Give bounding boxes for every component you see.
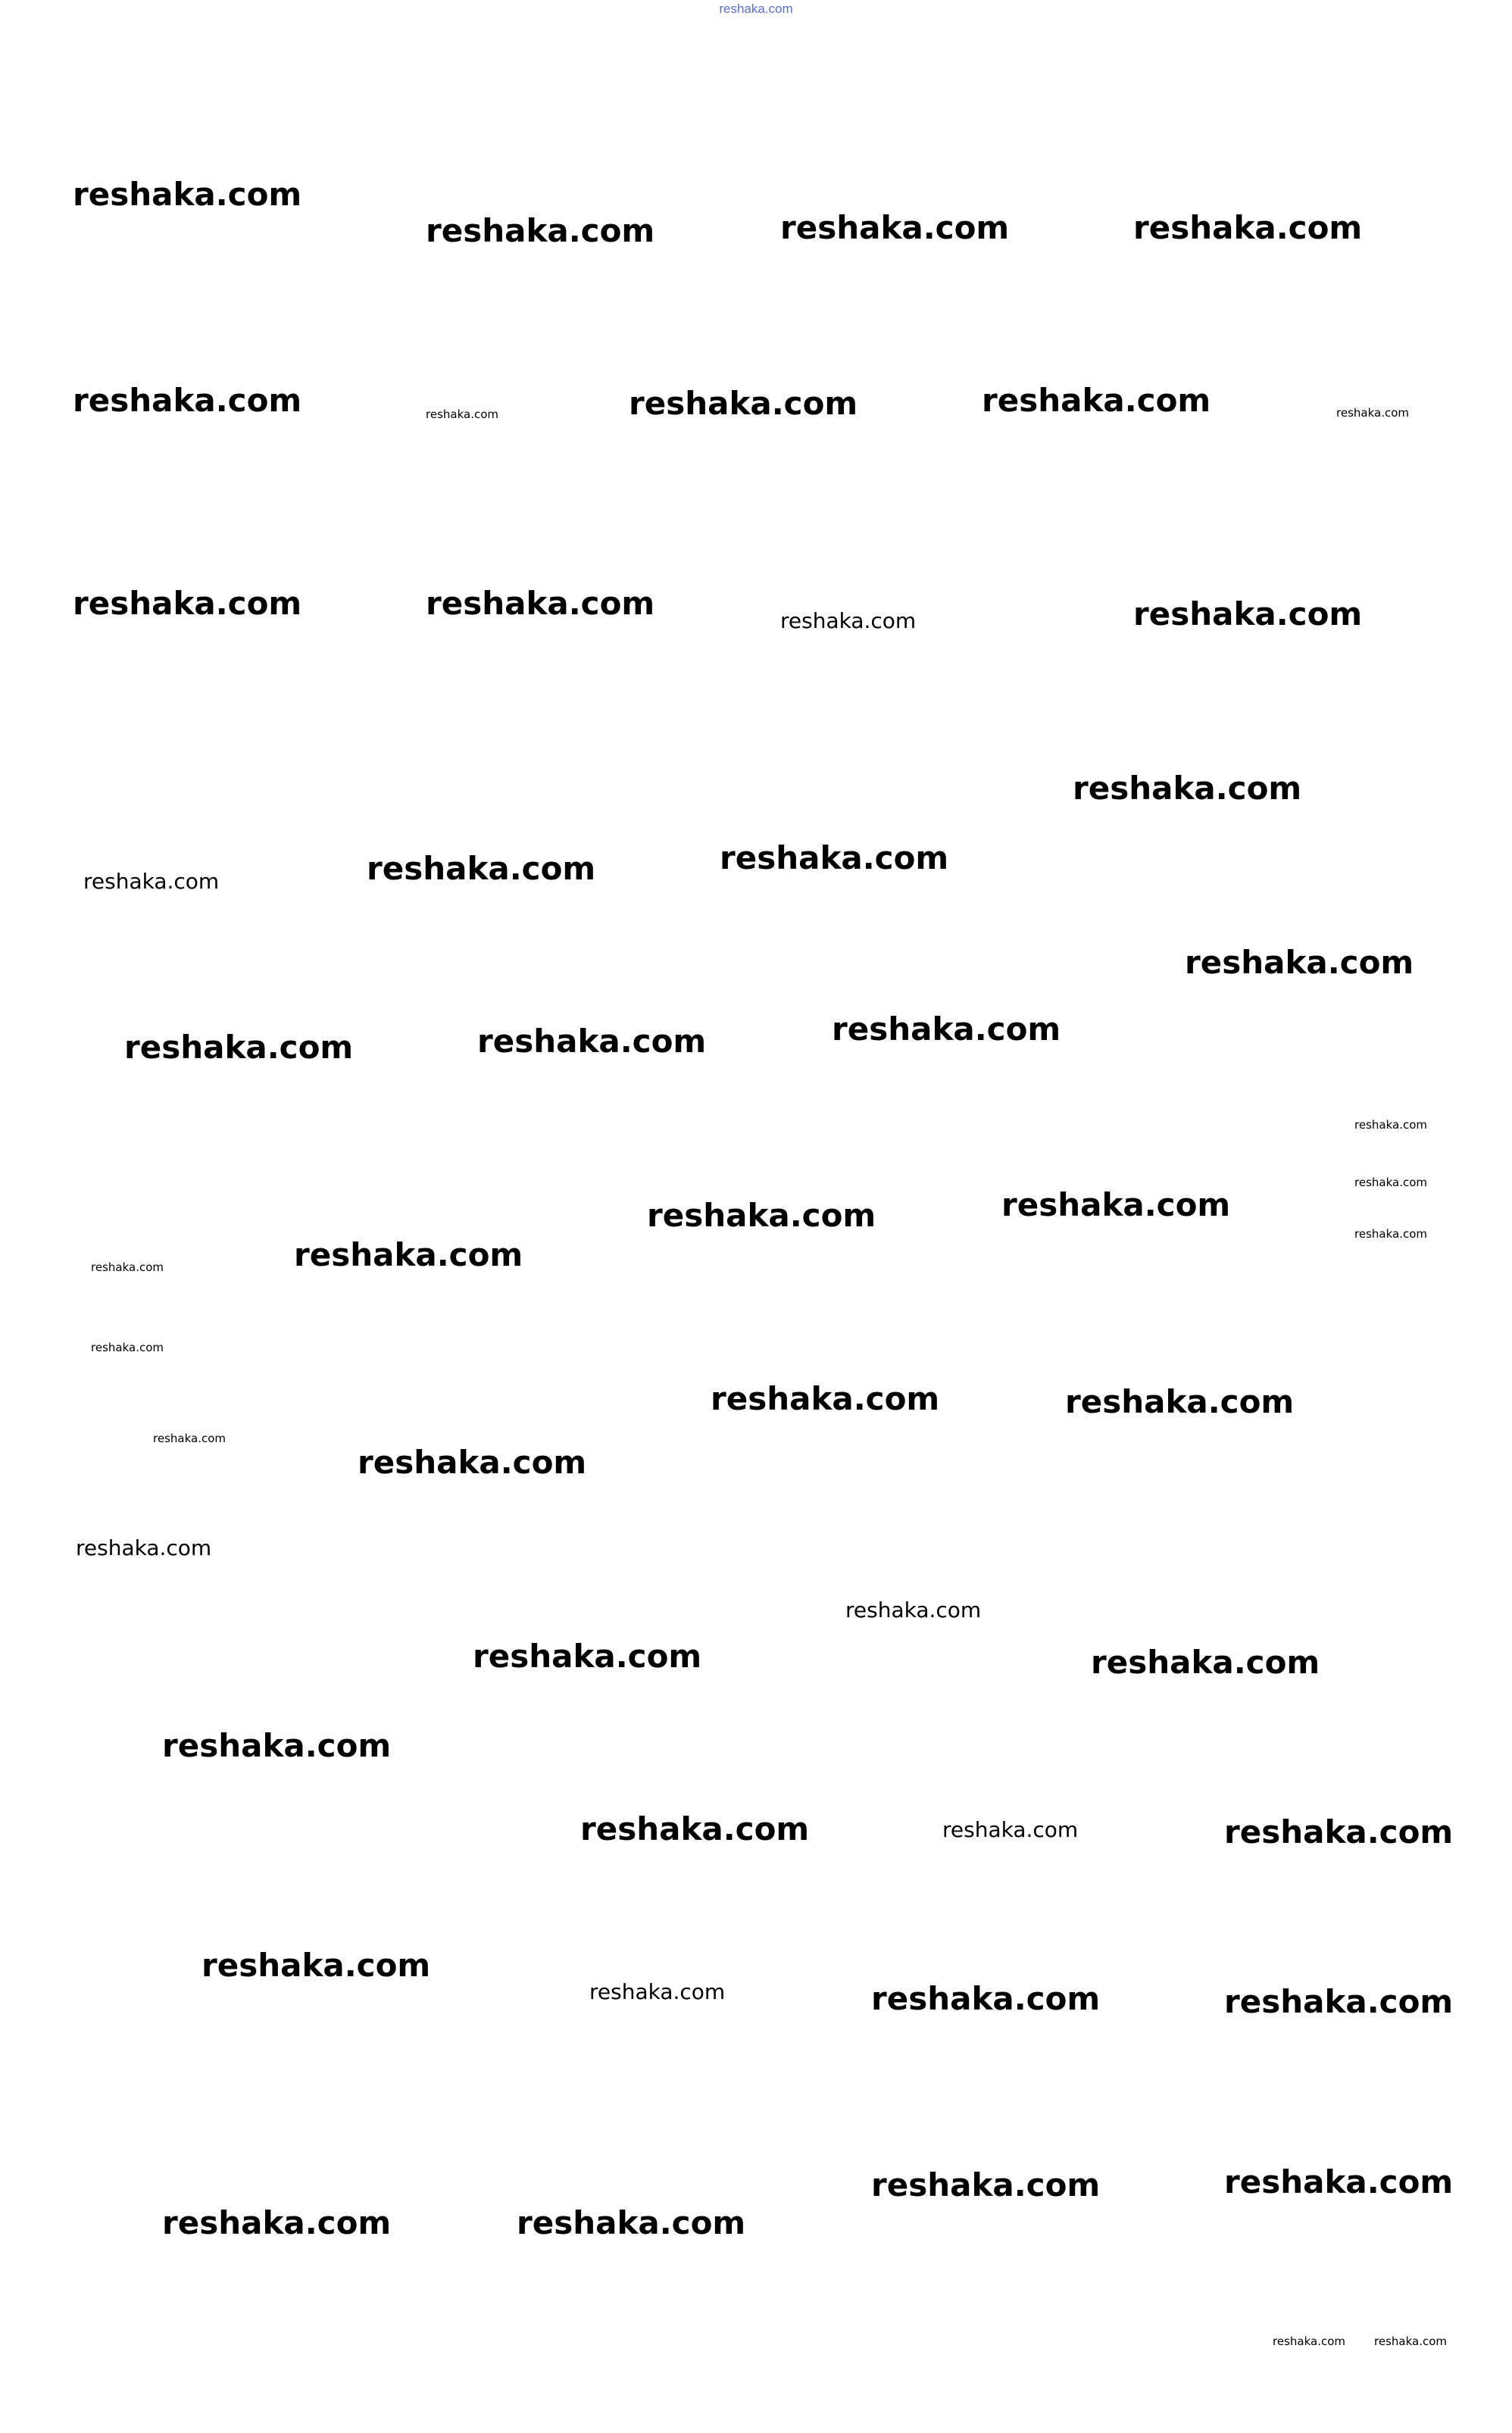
- watermark: reshaka.com: [982, 382, 1211, 419]
- watermark: reshaka.com: [426, 408, 498, 421]
- watermark: reshaka.com: [162, 1727, 392, 1764]
- watermark: reshaka.com: [1133, 595, 1363, 632]
- watermark: reshaka.com: [426, 212, 655, 249]
- watermark: reshaka.com: [832, 1010, 1061, 1048]
- watermark: reshaka.com: [76, 1535, 212, 1560]
- watermark: reshaka.com: [83, 869, 220, 894]
- watermark: reshaka.com: [711, 1380, 940, 1417]
- watermark: reshaka.com: [73, 382, 302, 419]
- watermark: reshaka.com: [73, 176, 302, 213]
- watermark: reshaka.com: [871, 1980, 1101, 2017]
- watermark: reshaka.com: [1374, 2335, 1447, 2348]
- watermark: reshaka.com: [1336, 406, 1409, 420]
- watermark: reshaka.com: [1073, 770, 1302, 807]
- watermark: reshaka.com: [1091, 1644, 1320, 1681]
- watermark: reshaka.com: [720, 839, 949, 876]
- watermark: reshaka.com: [871, 2166, 1101, 2203]
- watermark: reshaka.com: [358, 1444, 587, 1481]
- watermark: reshaka.com: [477, 1023, 707, 1060]
- watermark: reshaka.com: [1185, 944, 1414, 981]
- watermark: reshaka.com: [1001, 1186, 1231, 1223]
- watermark: reshaka.com: [1273, 2335, 1345, 2348]
- watermark: reshaka.com: [1354, 1118, 1427, 1132]
- watermark: reshaka.com: [647, 1197, 876, 1234]
- watermark: reshaka.com: [580, 1810, 810, 1847]
- watermark: reshaka.com: [73, 585, 302, 622]
- watermark: reshaka.com: [589, 1979, 726, 2004]
- watermark: reshaka.com: [124, 1029, 354, 1066]
- watermark: reshaka.com: [1354, 1227, 1427, 1241]
- watermark: reshaka.com: [517, 2204, 746, 2241]
- watermark: reshaka.com: [780, 608, 917, 633]
- watermark: reshaka.com: [629, 385, 858, 422]
- watermark: reshaka.com: [1224, 1813, 1454, 1851]
- watermark: reshaka.com: [1224, 1983, 1454, 2020]
- watermark: reshaka.com: [367, 850, 596, 887]
- site-header[interactable]: reshaka.com: [719, 2, 793, 16]
- watermark: reshaka.com: [942, 1817, 1079, 1842]
- watermark: reshaka.com: [162, 2204, 392, 2241]
- watermark: reshaka.com: [153, 1432, 226, 1445]
- watermark: reshaka.com: [294, 1236, 523, 1273]
- watermark: reshaka.com: [473, 1638, 702, 1675]
- watermark: reshaka.com: [845, 1598, 982, 1623]
- watermark: reshaka.com: [91, 1341, 164, 1354]
- watermark: reshaka.com: [201, 1947, 431, 1984]
- watermark: reshaka.com: [780, 209, 1010, 246]
- watermark: reshaka.com: [1133, 209, 1363, 246]
- watermark: reshaka.com: [1065, 1383, 1295, 1420]
- watermark: reshaka.com: [1224, 2163, 1454, 2200]
- watermark: reshaka.com: [426, 585, 655, 622]
- watermark: reshaka.com: [1354, 1176, 1427, 1189]
- watermark: reshaka.com: [91, 1260, 164, 1274]
